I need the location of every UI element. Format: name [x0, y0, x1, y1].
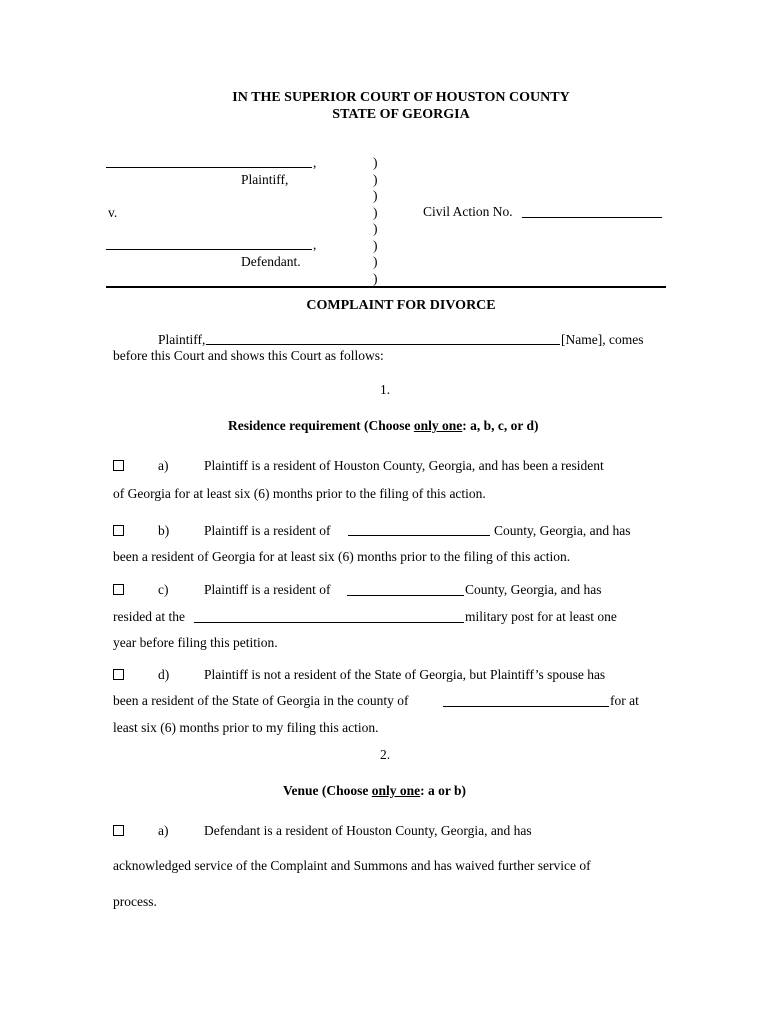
option-2a-line2: acknowledged service of the Complaint and Summons and has waived further service of: [113, 858, 591, 873]
option-2a-letter: a): [158, 823, 169, 838]
caption-divider: [373, 155, 387, 287]
option-1b-line2: been a resident of Georgia for at least six (6) months prior to the filing of this action.: [113, 549, 571, 564]
option-2a-line3: process.: [113, 894, 157, 909]
plaintiff-name-field[interactable]: [106, 167, 312, 168]
option-1b-line1-pre: Plaintiff is a resident of: [204, 523, 331, 538]
option-1d-line3: least six (6) months prior to my filing this action.: [113, 720, 379, 735]
defendant-comma: ,: [313, 237, 317, 252]
civil-action-number-field[interactable]: [522, 217, 662, 218]
section1-number: 1.: [379, 382, 391, 397]
caption-paren: ): [373, 270, 378, 286]
intro-line2: before this Court and shows this Court as follows:: [113, 348, 384, 363]
section1-heading-post: : a, b, c, or d): [462, 418, 539, 433]
option-1d-line2-post: for at: [610, 693, 639, 708]
court-heading-line1: IN THE SUPERIOR COURT OF HOUSTON COUNTY: [232, 90, 570, 105]
option-1c-checkbox[interactable]: [113, 584, 124, 595]
option-1a-letter: a): [158, 458, 169, 473]
caption-paren: ): [373, 254, 378, 269]
option-1d-letter: d): [158, 667, 170, 682]
caption-paren: ): [373, 171, 378, 187]
option-1c-line2-post: military post for at least one: [465, 609, 617, 624]
option-1b-county-field[interactable]: [348, 535, 490, 536]
option-1b-checkbox[interactable]: [113, 525, 124, 536]
defendant-label: Defendant.: [241, 254, 301, 269]
court-heading-line2: STATE OF GEORGIA: [332, 107, 470, 122]
intro-plaintiff-prefix: Plaintiff,: [158, 332, 206, 347]
option-1c-military-post-field[interactable]: [194, 622, 464, 623]
plaintiff-comma: ,: [313, 155, 317, 170]
document-title: COMPLAINT FOR DIVORCE: [306, 298, 496, 313]
section2-heading-emph: only one: [371, 783, 421, 798]
option-1b-letter: b): [158, 523, 170, 538]
option-1c-line2-pre: resided at the: [113, 609, 185, 624]
option-1b-line1-post: County, Georgia, and has: [494, 523, 631, 538]
section2-number: 2.: [379, 747, 391, 762]
option-1c-county-field[interactable]: [347, 595, 464, 596]
option-2a-line1: Defendant is a resident of Houston County, Georgia, and has: [204, 823, 532, 838]
option-1d-county-field[interactable]: [443, 706, 609, 707]
option-1c-line1-post: County, Georgia, and has: [465, 582, 602, 597]
option-1d-line2-pre: been a resident of the State of Georgia in the county of: [113, 693, 409, 708]
caption-paren: ): [373, 204, 378, 220]
option-2a-checkbox[interactable]: [113, 825, 124, 836]
option-1a-checkbox[interactable]: [113, 460, 124, 471]
option-1d-line1: Plaintiff is not a resident of the State of Georgia, but Plaintiff’s spouse has: [204, 667, 606, 682]
option-1d-checkbox[interactable]: [113, 669, 124, 680]
section1-heading-pre: Residence requirement (Choose: [228, 418, 414, 433]
defendant-name-field[interactable]: [106, 249, 312, 250]
option-1c-letter: c): [158, 582, 169, 597]
option-1a-line1: Plaintiff is a resident of Houston County, Georgia, and has been a resident: [204, 458, 604, 473]
versus-label: v.: [108, 205, 118, 220]
option-1a-line2: of Georgia for at least six (6) months prior to the filing of this action.: [113, 486, 486, 501]
caption-rule: [106, 286, 666, 288]
caption-paren: ): [373, 237, 378, 253]
intro-name-suffix: [Name], comes: [561, 332, 644, 347]
section2-heading-pre: Venue (Choose: [283, 783, 372, 798]
caption-paren: ): [373, 155, 378, 170]
plaintiff-full-name-field[interactable]: [206, 344, 560, 345]
civil-action-label: Civil Action No.: [423, 204, 513, 219]
caption-paren: ): [373, 221, 378, 236]
section2-heading: [283, 783, 466, 799]
section1-heading-emph: only one: [413, 418, 463, 433]
option-1c-line3: year before filing this petition.: [113, 635, 278, 650]
section1-heading: [228, 418, 539, 434]
section2-heading-post: : a or b): [420, 783, 467, 798]
caption-paren: ): [373, 188, 378, 203]
plaintiff-label: Plaintiff,: [241, 172, 289, 187]
option-1c-line1-pre: Plaintiff is a resident of: [204, 582, 331, 597]
